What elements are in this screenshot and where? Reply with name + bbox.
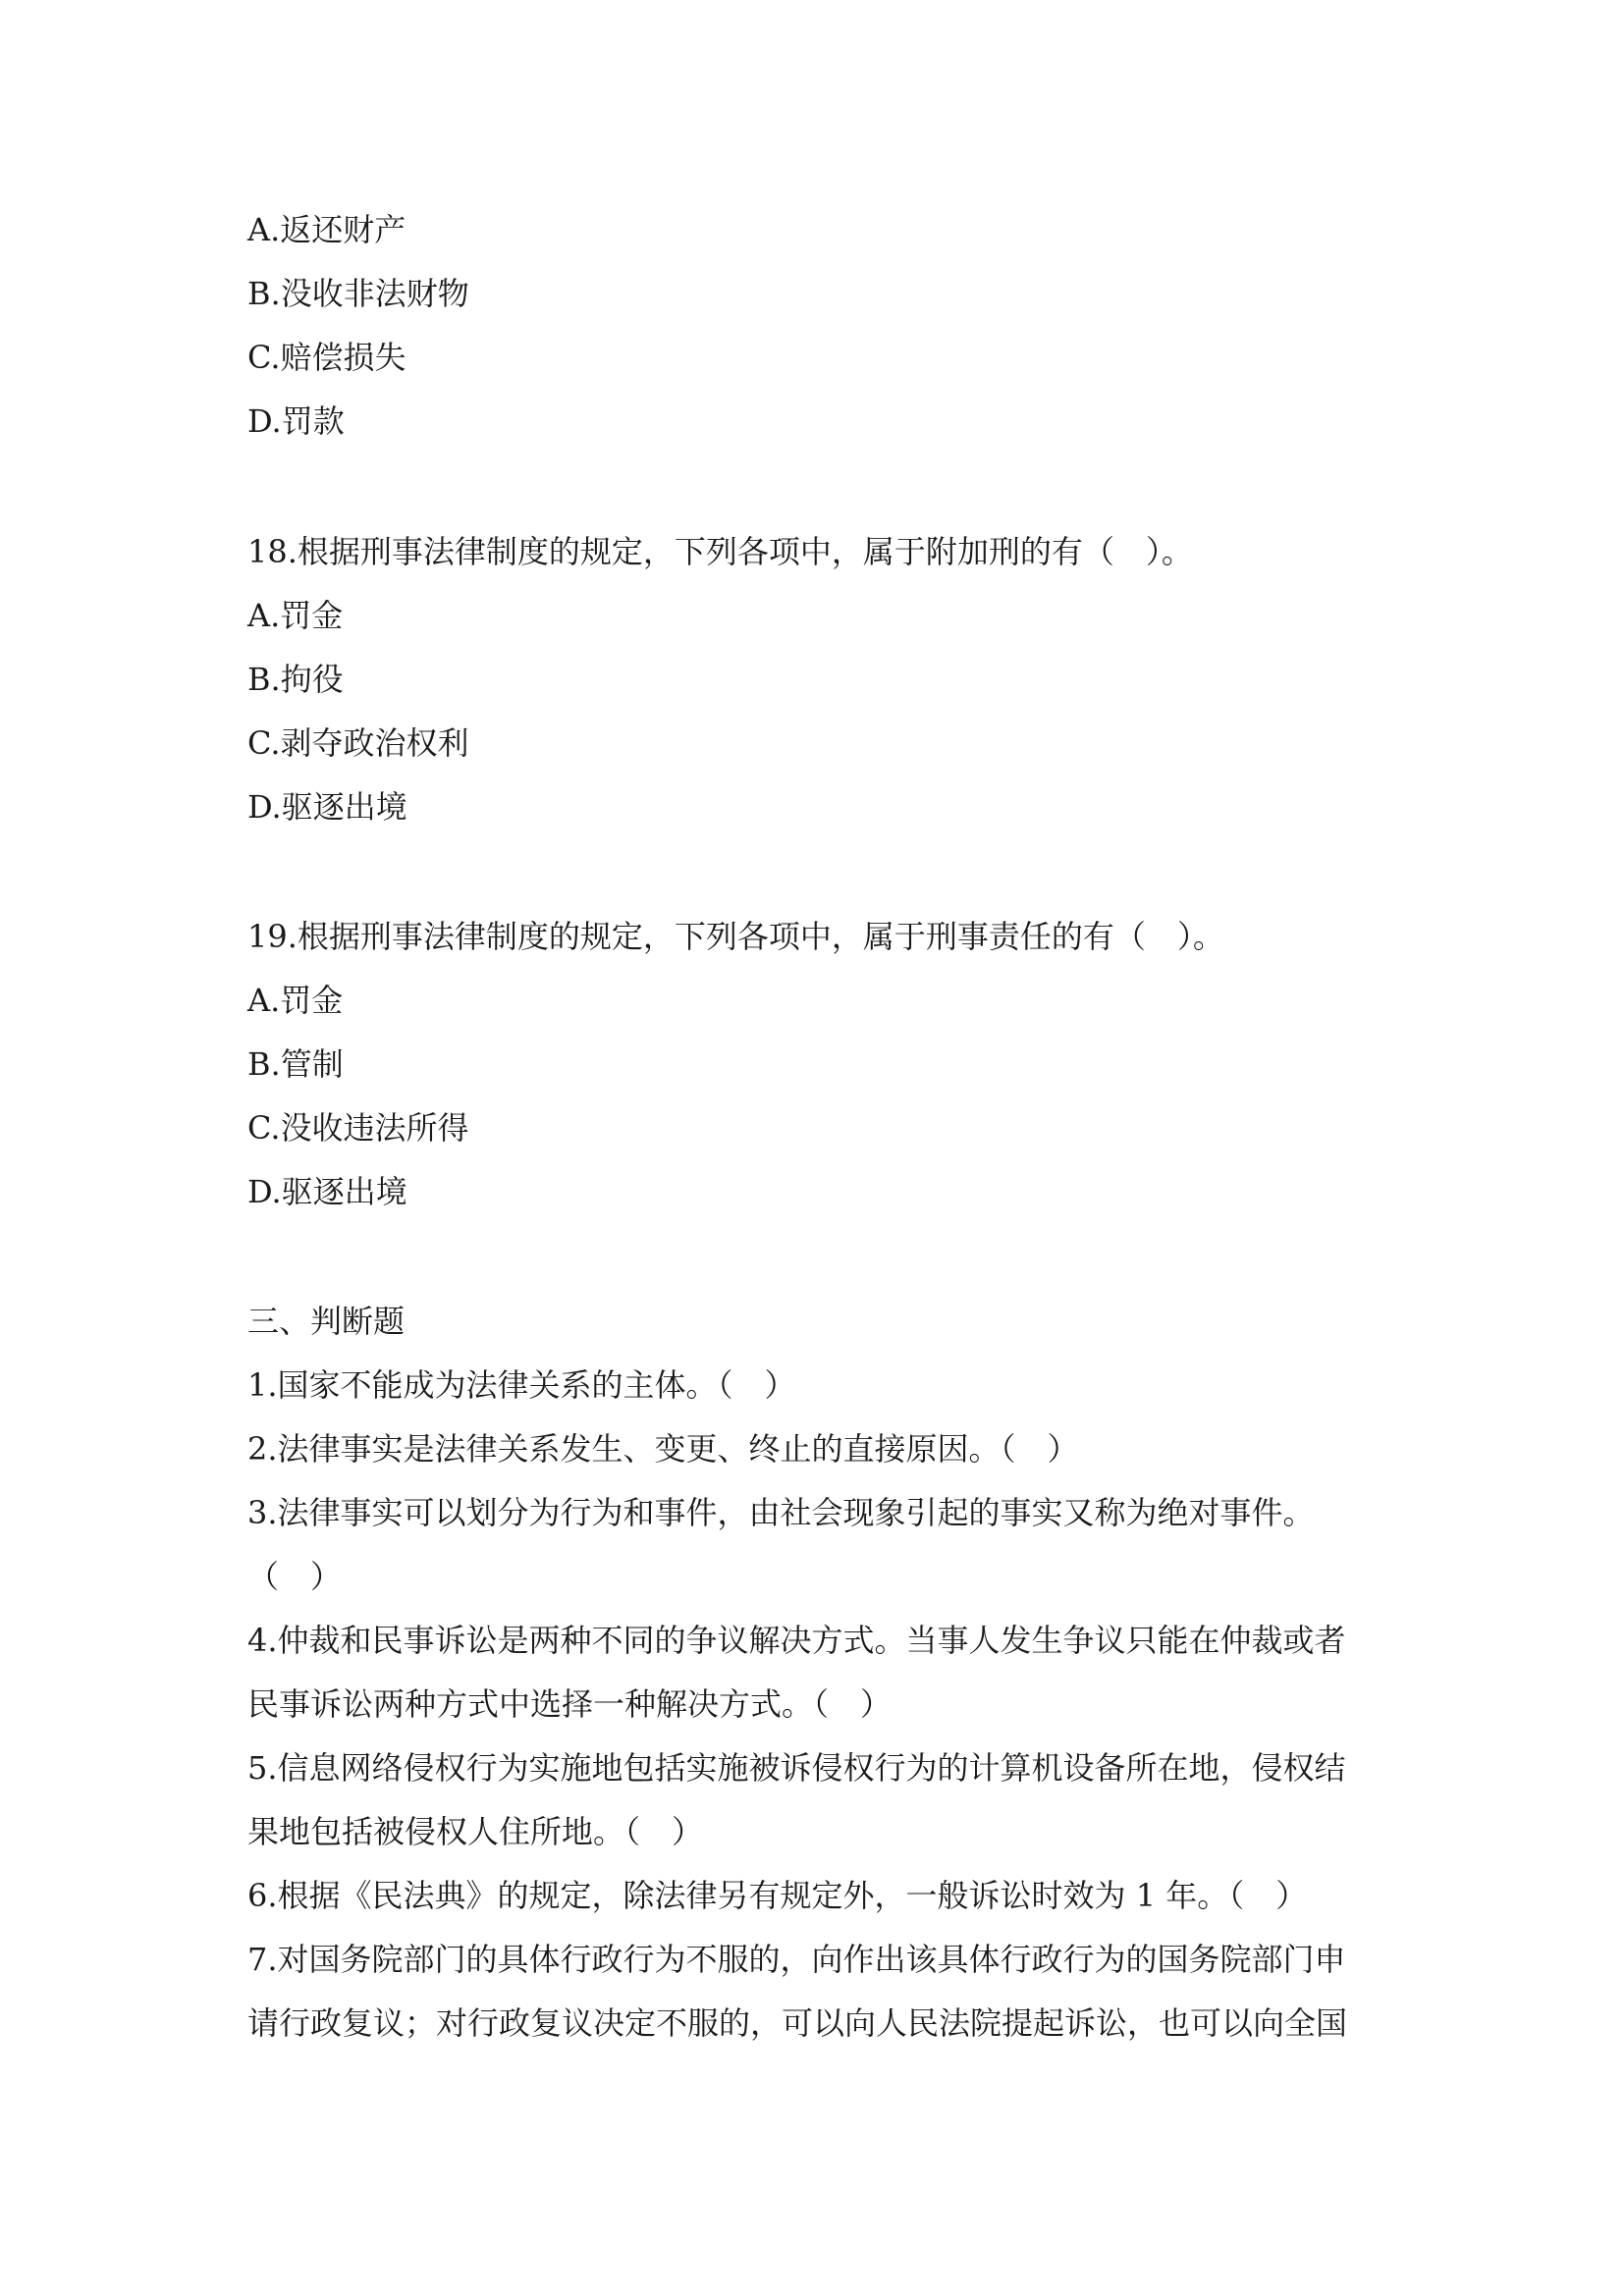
- q18-option-b: B.拘役: [247, 661, 344, 698]
- q19-stem: 19.根据刑事法律制度的规定，下列各项中，属于刑事责任的有（ ）。: [247, 918, 1224, 955]
- tf-statement-3-line2: （ ）: [247, 1558, 343, 1595]
- q19-option-c: C.没收违法所得: [247, 1109, 469, 1147]
- q18-option-a: A.罚金: [247, 597, 344, 634]
- q17-option-b: B.没收非法财物: [247, 275, 469, 312]
- q19-option-b: B.管制: [247, 1045, 344, 1083]
- tf-statement-4-line2: 民事诉讼两种方式中选择一种解决方式。（ ）: [247, 1685, 893, 1723]
- q18-option-c: C.剥夺政治权利: [247, 724, 469, 762]
- tf-statement-7-line2: 请行政复议；对行政复议决定不服的，可以向人民法院提起诉讼，也可以向全国: [247, 2004, 1348, 2042]
- tf-statement-1: 1.国家不能成为法律关系的主体。（ ）: [247, 1366, 796, 1404]
- q17-option-a: A.返还财产: [247, 211, 406, 248]
- tf-statement-6: 6.根据《民法典》的规定，除法律另有规定外，一般诉讼时效为 1 年。（ ）: [247, 1877, 1308, 1914]
- tf-statement-5-line1: 5.信息网络侵权行为实施地包括实施被诉侵权行为的计算机设备所在地，侵权结: [247, 1749, 1346, 1787]
- q17-option-c: C.赔偿损失: [247, 339, 406, 376]
- tf-statement-5-line2: 果地包括被侵权人住所地。（ ）: [247, 1813, 704, 1850]
- tf-statement-3-line1: 3.法律事实可以划分为行为和事件，由社会现象引起的事实又称为绝对事件。: [247, 1494, 1315, 1531]
- q19-option-a: A.罚金: [247, 982, 344, 1019]
- tf-statement-7-line1: 7.对国务院部门的具体行政行为不服的，向作出该具体行政行为的国务院部门申: [247, 1941, 1346, 1978]
- q19-option-d: D.驱逐出境: [247, 1173, 407, 1210]
- tf-statement-2: 2.法律事实是法律关系发生、变更、终止的直接原因。（ ）: [247, 1430, 1079, 1468]
- section-heading: 三、判断题: [247, 1303, 406, 1340]
- q17-option-d: D.罚款: [247, 402, 345, 440]
- tf-statement-4-line1: 4.仲裁和民事诉讼是两种不同的争议解决方式。当事人发生争议只能在仲裁或者: [247, 1622, 1346, 1659]
- q18-stem: 18.根据刑事法律制度的规定，下列各项中，属于附加刑的有（ ）。: [247, 533, 1193, 570]
- q18-option-d: D.驱逐出境: [247, 788, 407, 826]
